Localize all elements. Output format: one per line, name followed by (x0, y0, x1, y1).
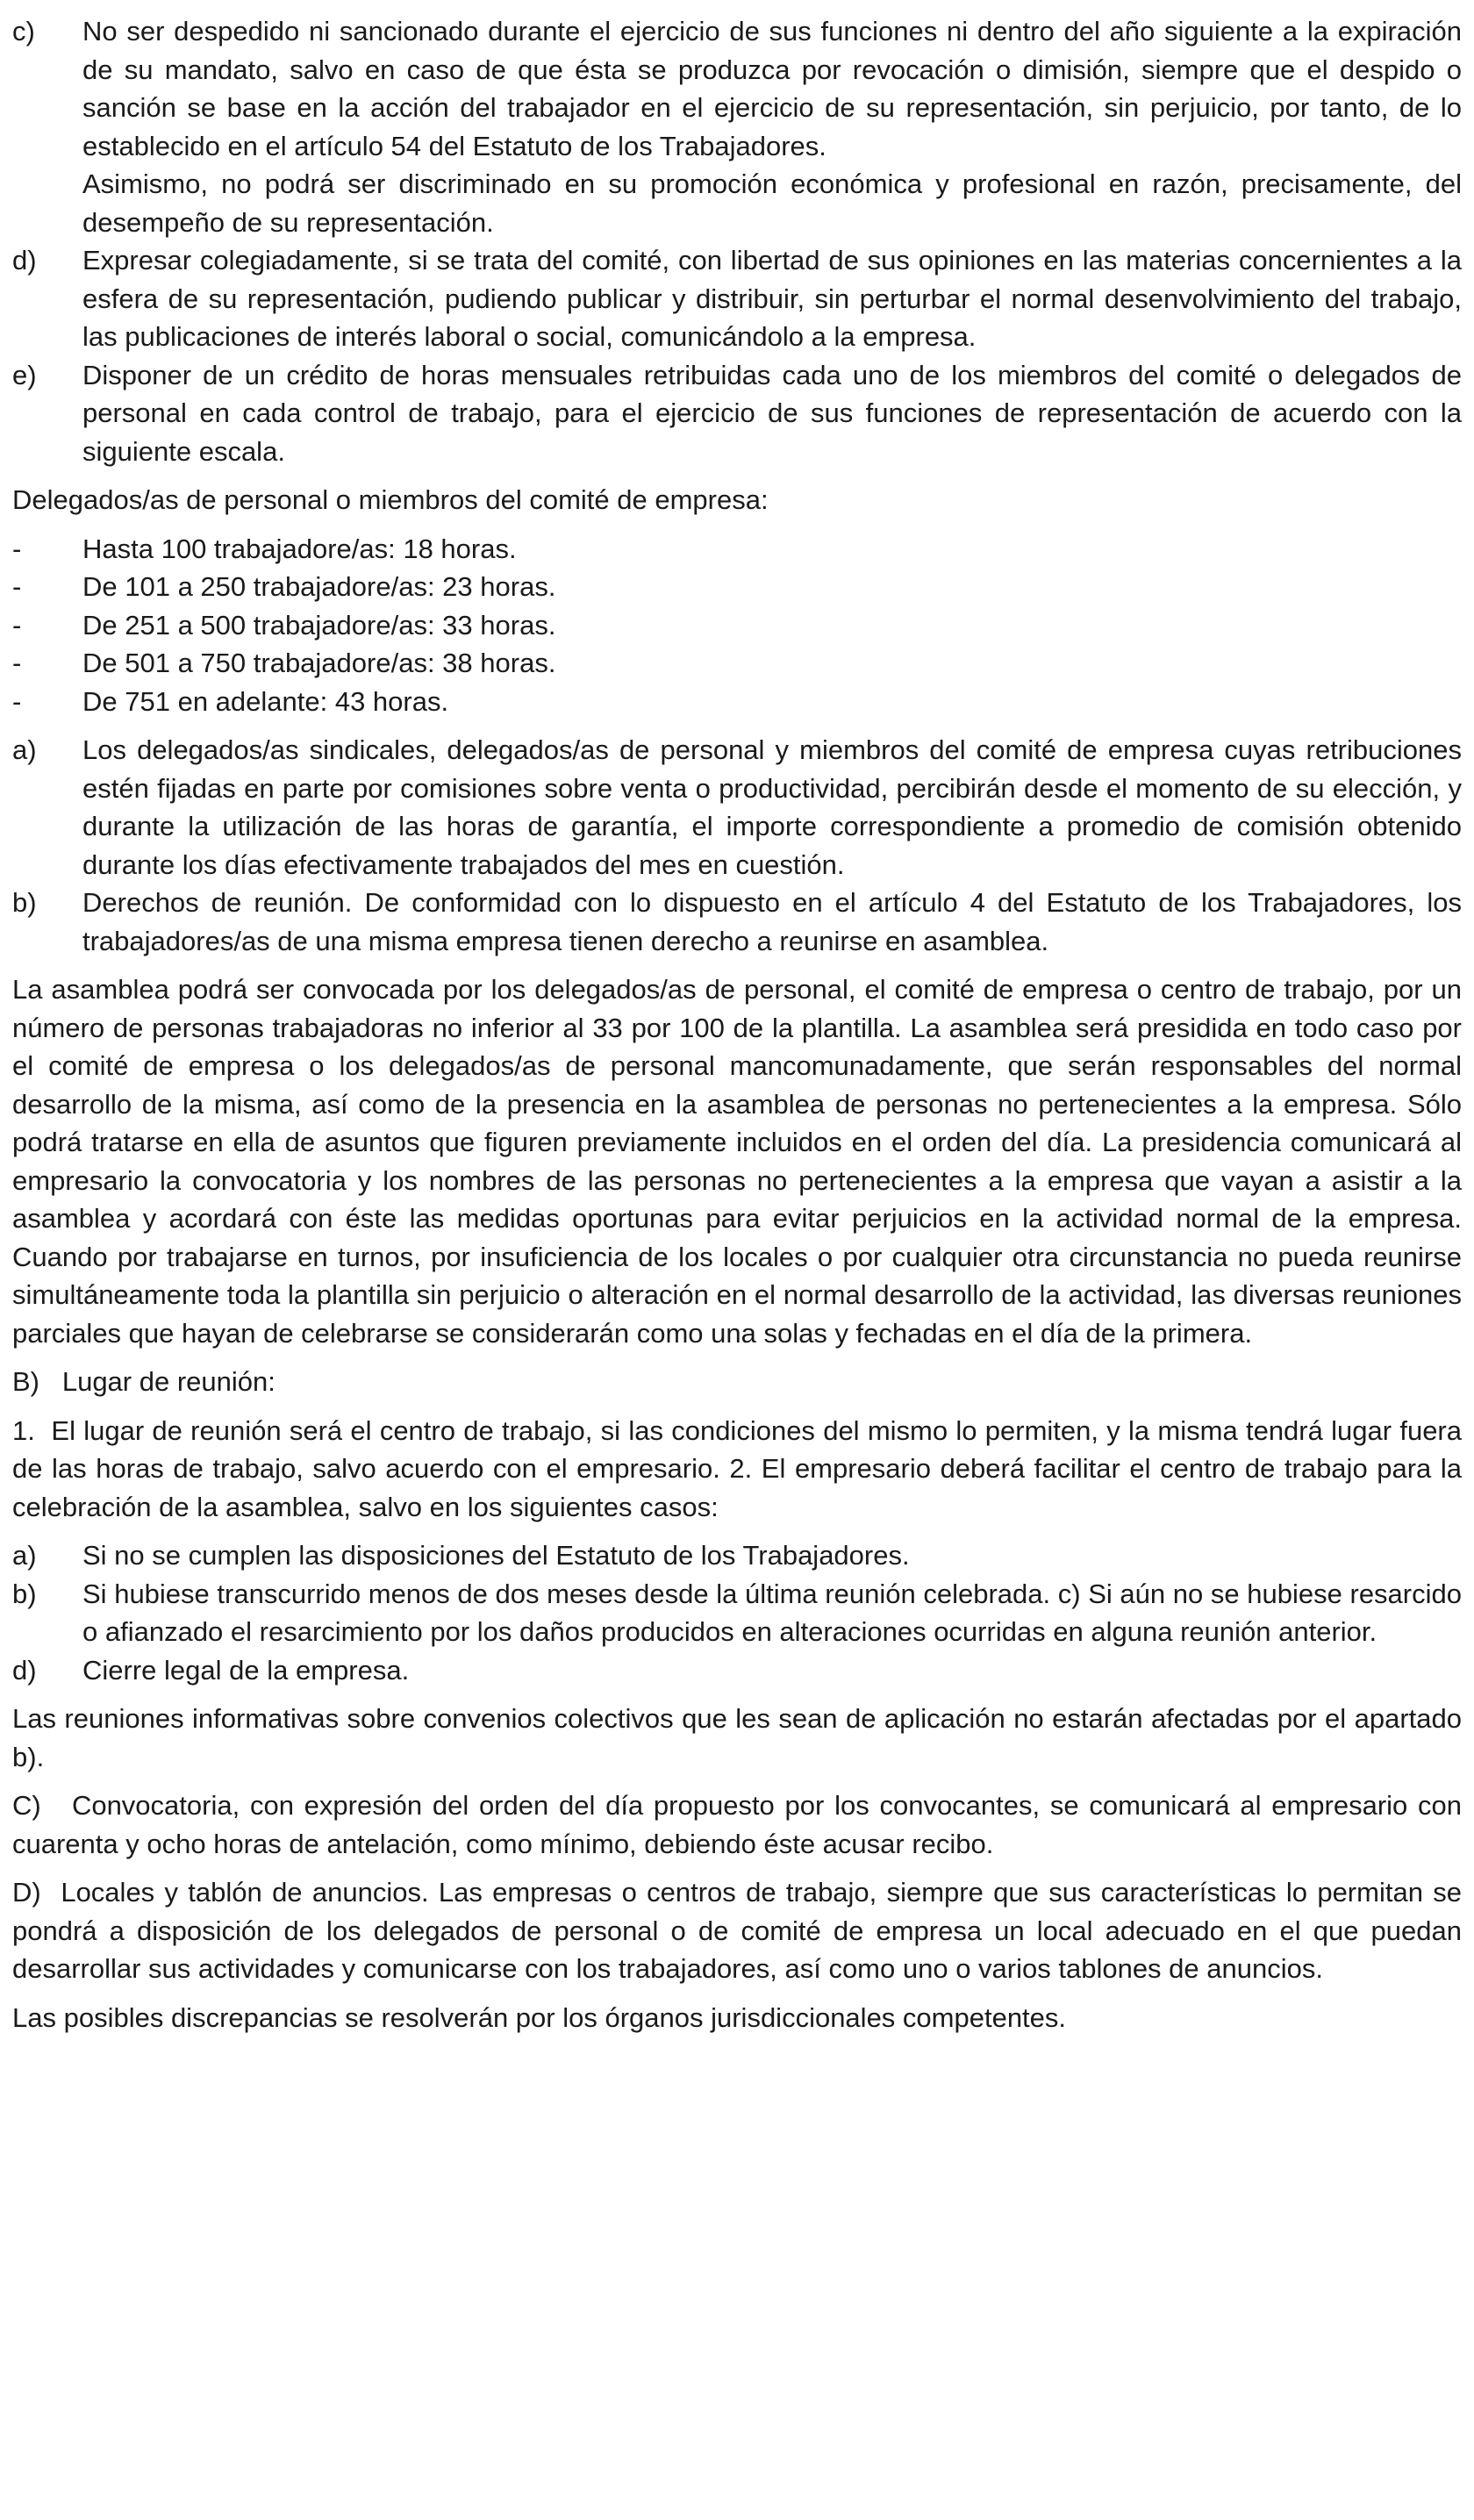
item-label: d) (12, 1654, 37, 1686)
item-paragraph: Disponer de un crédito de horas mensuales retribuidas cada uno de los miembros del comité o delegados de personal en cada control de trabajo, para el ejercicio de sus funciones de representación de acuerdo con la siguiente escala. (82, 359, 1462, 467)
item-label: b) (12, 1578, 37, 1609)
place-paragraph: 1. El lugar de reunión será el centro de trabajo, si las condiciones del mismo lo permiten, y la misma tendrá lugar fuera de las horas de trabajo, salvo acuerdo con el empresario. 2. El empresario deberá facilitar el centro de trabajo para la celebración de la asamblea, salvo en los siguientes casos: (12, 1414, 1462, 1522)
item-label: e) (12, 359, 37, 390)
final-paragraph: Las posibles discrepancias se resolverán por los órganos jurisdiccionales competentes. (12, 2001, 1067, 2033)
scale-text: Hasta 100 trabajadore/as: 18 horas. (82, 533, 517, 564)
item-label: a) (12, 734, 37, 765)
scale-item (12, 530, 1462, 569)
scale-dash: - (12, 571, 22, 602)
item-body: Si no se cumplen las disposiciones del Estatuto de los Trabajadores. (82, 1540, 910, 1571)
informative-paragraph: Las reuniones informativas sobre convenios colectivos que les sean de aplicación no estarán afectadas por el apartado b). (12, 1703, 1462, 1772)
scale-text: De 501 a 750 trabajadore/as: 38 horas. (82, 648, 556, 678)
document-page (12, 12, 1462, 2037)
item-body (82, 12, 1462, 241)
scale-text: De 751 en adelante: 43 horas. (82, 685, 449, 717)
scale-dash: - (12, 648, 22, 678)
section-c-paragraph: C) Convocatoria, con expresión del orden del día propuesto por los convocantes, se comunicará al empresario con cuarenta y ocho horas de antelación, como mínimo, debiendo éste acusar recibo. (12, 1790, 1462, 1859)
scale-dash: - (12, 609, 22, 641)
item-paragraph: No ser despedido ni sancionado durante el ejercicio de sus funciones ni dentro del año siguiente a la expiración de su mandato, salvo en caso de que ésta se produzca por revocación o dimisión, siempre que el despido o sanción se base en la acción del trabajador en el ejercicio de su representación, sin perjuicio, por tanto, de lo establecido en el artículo 54 del Estatuto de los Trabajadores. (82, 16, 1462, 161)
scale-item (12, 568, 1462, 606)
hours-scale-list (12, 530, 1462, 721)
scale-text: De 101 a 250 trabajadore/as: 23 horas. (82, 571, 556, 602)
item-body: Los delegados/as sindicales, delegados/as de personal y miembros del comité de empresa cuyas retribuciones estén fijadas en parte por comisiones sobre venta o productividad, percibirán desde el momento de su elección, y durante la utilización de las horas de garantía, el importe correspondiente a promedio de comisión obtenido durante los días efectivamente trabajados del mes en cuestión. (82, 734, 1462, 880)
list-item-b (12, 884, 1462, 960)
item-label: b) (12, 887, 37, 918)
exception-item-d (12, 1651, 1462, 1690)
item-label: c) (12, 16, 35, 47)
list-item-c (12, 12, 1462, 241)
scale-dash: - (12, 685, 22, 717)
section-d-paragraph: D) Locales y tablón de anuncios. Las empresas o centros de trabajo, siempre que sus características lo permitan se pondrá a disposición de los delegados de personal o de comité de empresa un local adecuado en el que puedan desarrollar sus actividades y comunicarse con los trabajadores, así como uno o varios tablones de anuncios. (12, 1877, 1462, 1984)
item-label: d) (12, 245, 37, 276)
exceptions-list (12, 1536, 1462, 1689)
exception-item-b (12, 1575, 1462, 1651)
scale-item (12, 683, 1462, 721)
scale-intro: Delegados/as de personal o miembros del comité de empresa: (12, 484, 769, 515)
scale-item (12, 606, 1462, 645)
list-item-a (12, 731, 1462, 884)
exception-item-a (12, 1536, 1462, 1575)
list-item-e (12, 356, 1462, 471)
list-item-d (12, 241, 1462, 356)
item-body: Derechos de reunión. De conformidad con lo dispuesto en el artículo 4 del Estatuto de los Trabajadores, los trabajadores/as de una misma empresa tienen derecho a reunirse en asamblea. (82, 887, 1462, 956)
scale-item (12, 644, 1462, 683)
commission-and-meeting-list (12, 731, 1462, 960)
item-label: a) (12, 1540, 37, 1571)
item-body (82, 241, 1462, 356)
assembly-paragraph: La asamblea podrá ser convocada por los delegados/as de personal, el comité de empresa o centro de trabajo, por un número de personas trabajadoras no inferior al 33 por 100 de la plantilla. La asamblea será presidida en todo caso por el comité de empresa o los delegados/as de personal mancomunadamente, que serán responsables del normal desarrollo de la misma, así como de la presencia en la asamblea de personas no pertenecientes a la empresa. Sólo podrá tratarse en ella de asuntos que figuren previamente incluidos en el orden del día. La presidencia comunicará al empresario la convocatoria y los nombres de las personas no pertenecientes a la empresa que vayan a asistir a la asamblea y acordará con éste las medidas oportunas para evitar perjuicios en la actividad normal de la empresa. Cuando por trabajarse en turnos, por insuficiencia de los locales o por cualquier otra circunstancia no pueda reunirse simultáneamente toda la plantilla sin perjuicio o alteración en el normal desarrollo de la actividad, las diversas reuniones parciales que hayan de celebrarse se considerarán como una solas y fechadas en el día de la primera. (12, 974, 1462, 1349)
item-body: Cierre legal de la empresa. (82, 1654, 410, 1686)
item-paragraph: Expresar colegiadamente, si se trata del comité, con libertad de sus opiniones en las materias concernientes a la esfera de su representación, pudiendo publicar y distribuir, sin perturbar el normal desenvolvimiento del trabajo, las publicaciones de interés laboral o social, comunicándolo a la empresa. (82, 245, 1462, 352)
scale-text: De 251 a 500 trabajadore/as: 33 horas. (82, 609, 556, 641)
item-paragraph: Asimismo, no podrá ser discriminado en su promoción económica y profesional en razón, precisamente, del desempeño de su representación. (82, 168, 1462, 238)
section-b-heading: B) Lugar de reunión: (12, 1366, 275, 1397)
scale-dash: - (12, 533, 22, 564)
item-body (82, 356, 1462, 471)
item-body: Si hubiese transcurrido menos de dos meses desde la última reunión celebrada. c) Si aún no se hubiese resarcido o afianzado el resarcimiento por los daños producidos en alteraciones ocurridas en alguna reunión anterior. (82, 1578, 1462, 1647)
